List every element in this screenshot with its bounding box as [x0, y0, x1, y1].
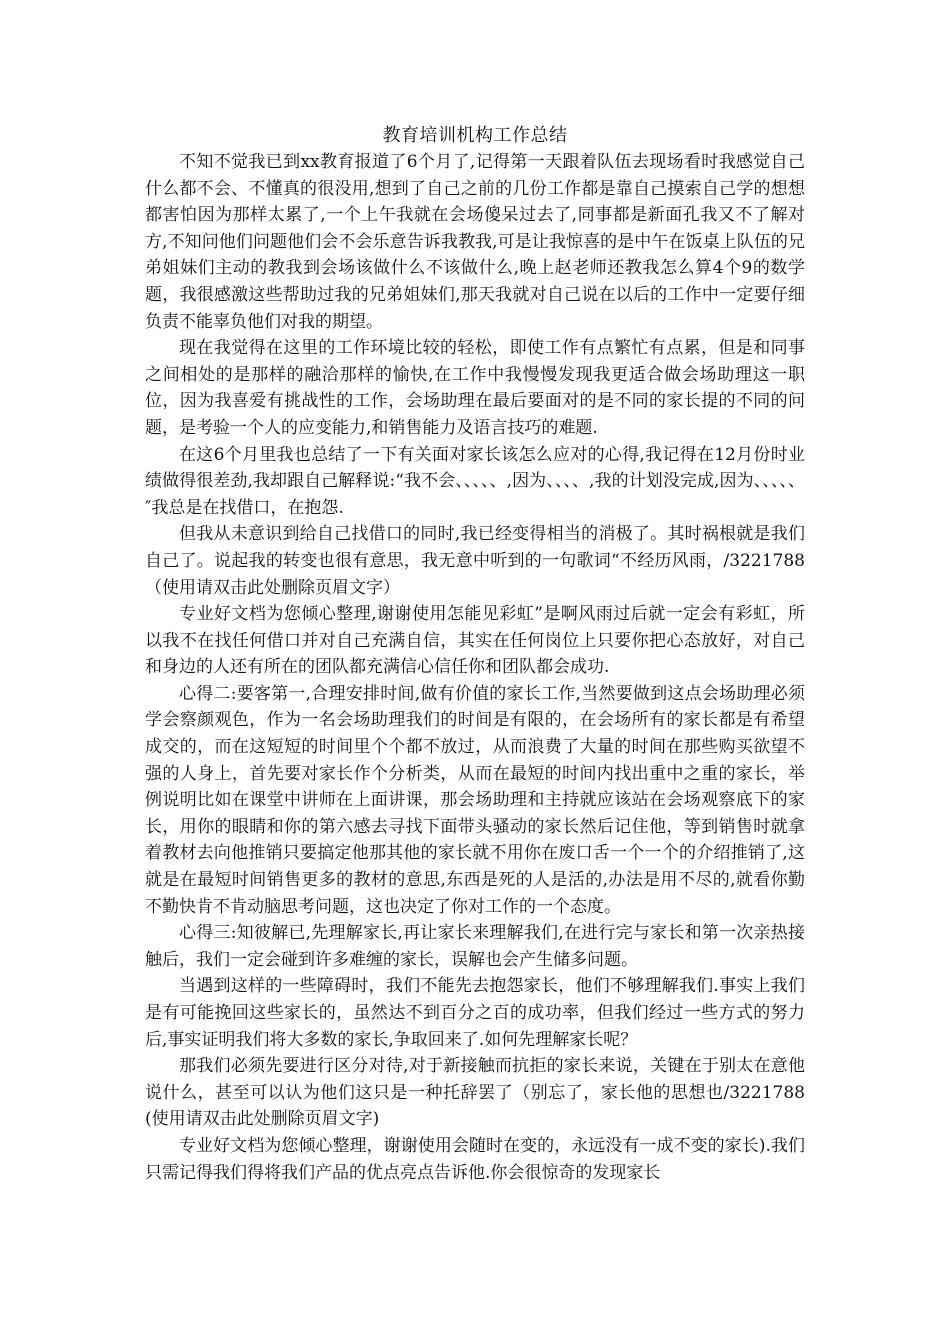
document-title: 教育培训机构工作总结: [382, 125, 568, 146]
paragraph: 专业好文档为您倾心整理,谢谢使用怎能见彩虹”是啊风雨过后就一定会有彩虹，所以我不在找任何借口并对自己充满自信，其实在任何岗位上只要你把心态放好，对自己和身边的人还有所在的团队都充满信心信任你和团队都会成功.: [145, 604, 805, 678]
paragraph: 当遇到这样的一些障碍时，我们不能先去抱怨家长，他们不够理解我们.事实上我们是有可能挽回这些家长的，虽然达不到百分之百的成功率，但我们经过一些方式的努力后,事实证明我们将大多数的家长,争取回来了.如何先理解家长呢？: [145, 976, 805, 1050]
paragraph: 专业好文档为您倾心整理，谢谢使用会随时在变的，永远没有一成不变的家长).我们只需记得我们得将我们产品的优点亮点告诉他.你会很惊奇的发现家长: [145, 1135, 805, 1183]
paragraph: 不知不觉我已到xx教育报道了6个月了,记得第一天跟着队伍去现场看时我感觉自己什么都不会、不懂真的很没用,想到了自己之前的几份工作都是靠自己摸索自己学的想想都害怕因为那样太累了,一个上午我就在会场傻呆过去了,同事都是新面孔我又不了解对方,不知问他们问题他们会不会乐意告诉我教我,可是让我惊喜的是中午在饭桌上队伍的兄弟姐妹们主动的教我到会场该做什么不该做什么,晚上赵老师还教我怎么算4个9的数学题，我很感激这些帮助过我的兄弟姐妹们,那天我就对自己说在以后的工作中一定要仔细负责不能辜负他们对我的期望。: [145, 152, 805, 332]
paragraph: 那我们必须先要进行区分对待,对于新接触而抗拒的家长来说，关键在于别太在意他说什么，甚至可以认为他们这只是一种托辞罢了（别忘了，家长他的思想也/3221788(使用请双击此处删除页眉文字): [145, 1056, 805, 1130]
paragraph: 在这6个月里我也总结了一下有关面对家长该怎么应对的心得,我记得在12月份时业绩做得很差劲,我却跟自己解释说:“我不会、、、、、,因为、、、、,我的计划没完成,因为、、、、、″我总是在找借口，在抱怨.: [145, 444, 805, 518]
paragraph: 现在我觉得在这里的工作环境比较的轻松，即使工作有点繁忙有点累，但是和同事之间相处的是那样的融洽那样的愉快,在工作中我慢慢发现我更适合做会场助理这一职位，因为我喜爱有挑战性的工作，会场助理在最后要面对的是不同的家长提的不同的问题，是考验一个人的应变能力,和销售能力及语言技巧的难题.: [145, 338, 805, 438]
paragraph: 心得二:要客第一,合理安排时间,做有价值的家长工作,当然要做到这点会场助理必须学会察颜观色，作为一名会场助理我们的时间是有限的，在会场所有的家长都是有希望成交的，而在这短短的时间里个个都不放过，从而浪费了大量的时间在那些购买欲望不强的人身上，首先要对家长作个分析类，从而在最短的时间内找出重中之重的家长，举例说明比如在课堂中讲师在上面讲课，那会场助理和主持就应该站在会场观察底下的家长，用你的眼睛和你的第六感去寻找下面带头骚动的家长然后记住他，等到销售时就拿着教材去向他推销只要搞定他那其他的家长就不用你在废口舌一个一个的介绍推销了,这就是在最短时间销售更多的教材的意思,东西是死的人是活的,办法是用不尽的,就看你勤不勤快肯不肯动脑思考问题，这也决定了你对工作的一个态度。: [145, 683, 805, 917]
document-page: [145, 123, 805, 1186]
paragraph: 但我从未意识到给自己找借口的同时,我已经变得相当的消极了。其时祸根就是我们自己了。说起我的转变也很有意思，我无意中听到的一句歌词“不经历风雨，/3221788（使用请双击此处删除页眉文字）: [145, 524, 805, 598]
paragraph: 心得三:知彼解已,先理解家长,再让家长来理解我们,在进行完与家长和第一次亲热接触后，我们一定会碰到许多难缠的家长，误解也会产生储多问题。: [145, 923, 805, 970]
